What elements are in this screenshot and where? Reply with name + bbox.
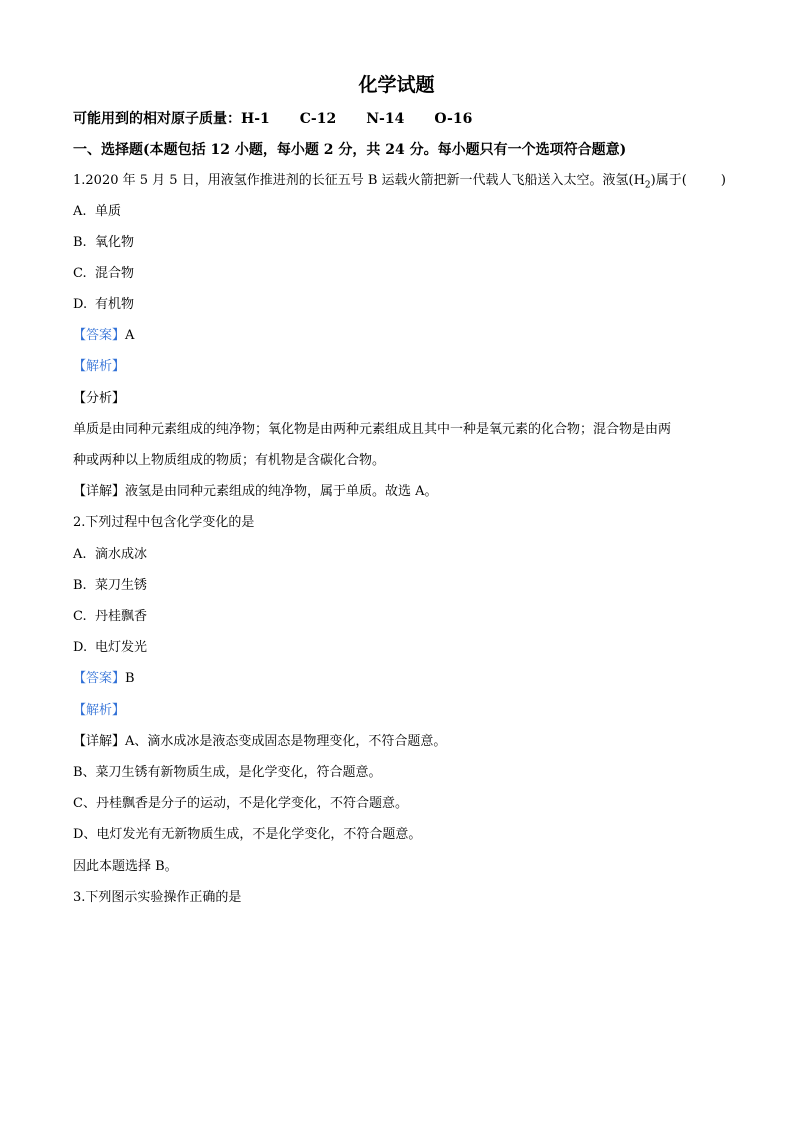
fenxi-text: 单质是由同种元素组成的纯净物；氧化物是由两种元素组成且其中一种是氧元素的化合物；混合物是由两 — [73, 422, 672, 437]
option-text: 单质 — [95, 204, 122, 219]
option-text: 丹桂飘香 — [95, 609, 148, 624]
fenxi-label: 【分析】 — [73, 391, 126, 406]
detail-label: 【详解】 — [73, 484, 126, 499]
detail-label: 【详解】 — [73, 734, 126, 749]
analysis-label: 【解析】 — [73, 359, 126, 374]
analysis-label: 【解析】 — [73, 703, 126, 718]
option-letter: C. — [73, 609, 87, 624]
option-text: 混合物 — [95, 266, 135, 281]
option-text: 氧化物 — [95, 235, 135, 250]
answer-value: A — [125, 328, 135, 343]
option-d — [73, 297, 134, 313]
answer-label: 【答案】 — [73, 328, 126, 343]
atomic-mass-item: C-12 — [299, 111, 337, 127]
option-c — [73, 609, 147, 625]
option-letter: D. — [73, 640, 88, 655]
question-stem-text: 1.2020 年 5 月 5 日，用液氢作推进剂的长征五号 B 运载火箭把新一代载人飞船送入太空。液氢(H — [73, 173, 645, 188]
fenxi-text: 种或两种以上物质组成的物质；有机物是含碳化合物。 — [73, 453, 386, 468]
option-text: 菜刀生锈 — [95, 578, 148, 593]
option-letter: A. — [73, 547, 87, 562]
option-text: 电灯发光 — [95, 640, 148, 655]
detail-text: D、电灯发光有无新物质生成，不是化学变化，不符合题意。 — [73, 827, 422, 842]
answer-line — [73, 671, 135, 687]
question-stem-text: )属于( — [650, 173, 687, 188]
option-letter: C. — [73, 266, 87, 281]
option-a — [73, 204, 121, 220]
detail-text: C、丹桂飘香是分子的运动，不是化学变化，不符合题意。 — [73, 796, 408, 811]
option-letter: D. — [73, 297, 88, 312]
option-letter: B. — [73, 235, 87, 250]
option-d — [73, 640, 147, 656]
section-heading: 一、选择题(本题包括 12 小题，每小题 2 分，共 24 分。每小题只有一个选项符合题意) — [73, 142, 627, 158]
answer-value: B — [125, 671, 135, 686]
question-3-stem: 3.下列图示实验操作正确的是 — [73, 890, 242, 905]
option-b — [73, 235, 134, 251]
detail-text: 液氢是由同种元素组成的纯净物，属于单质。故选 A。 — [125, 484, 438, 499]
option-letter: A. — [73, 204, 87, 219]
option-a — [73, 547, 147, 563]
detail-text: 因此本题选择 B。 — [73, 859, 178, 874]
option-letter: B. — [73, 578, 87, 593]
question-2-stem: 2.下列过程中包含化学变化的是 — [73, 515, 255, 530]
atomic-mass-label: 可能用到的相对原子质量： — [73, 111, 241, 127]
subscript-text: 2 — [644, 180, 651, 191]
atomic-mass-item: H-1 — [241, 111, 270, 127]
answer-label: 【答案】 — [73, 671, 126, 686]
option-text: 滴水成冰 — [95, 547, 148, 562]
detail-line — [73, 484, 438, 500]
question-1-stem — [73, 173, 726, 194]
detail-line — [73, 734, 446, 750]
atomic-mass-item: O-16 — [434, 111, 473, 127]
atomic-mass-line — [73, 111, 472, 127]
answer-line — [73, 328, 134, 344]
detail-text: B、菜刀生锈有新物质生成，是化学变化，符合题意。 — [73, 765, 382, 780]
option-c — [73, 266, 134, 282]
option-b — [73, 578, 147, 594]
detail-text: A、滴水成冰是液态变成固态是物理变化，不符合题意。 — [125, 734, 447, 749]
atomic-mass-item: N-14 — [366, 111, 405, 127]
page-title: 化学试题 — [358, 74, 435, 96]
question-stem-text: ) — [720, 173, 726, 188]
option-text: 有机物 — [95, 297, 135, 312]
